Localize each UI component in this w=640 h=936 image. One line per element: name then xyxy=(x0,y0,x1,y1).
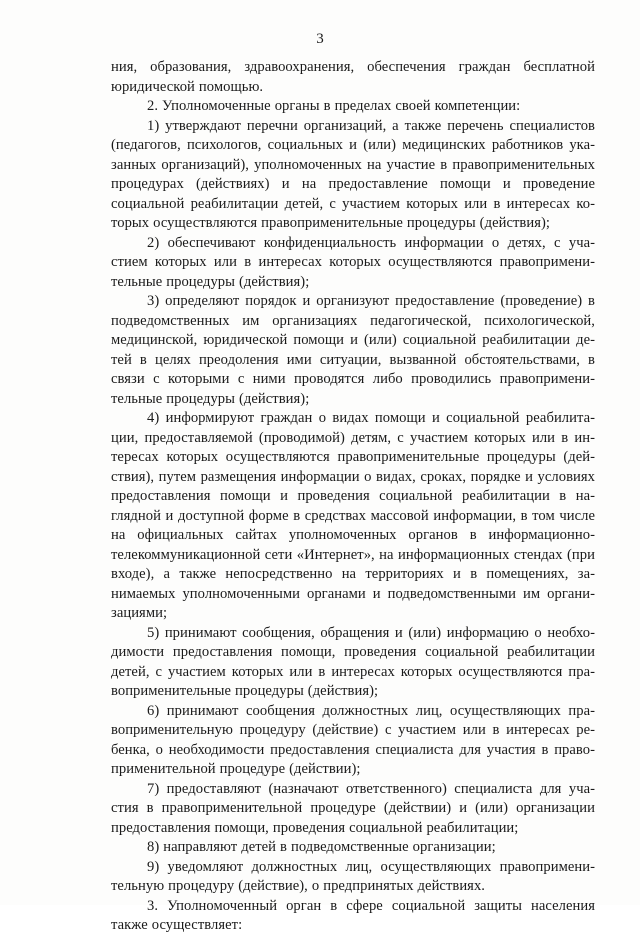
paragraph-item-4: 4) информируют граждан о видах помощи и социальной реабилитации, предоставляемой (проводимой) детям, с участием которых или в интересах которых осуществляются правоприменительные процедуры (действия), путем размещения информации о видах, сроках, порядке и условиях предоставления помощи и проведения социальной реабилитации в наглядной и доступной форме в средствах массовой информации, в том числе на официальных сайтах уполномоченных органов в информационно-телекоммуникационной сети «Интернет», на информационных стендах (при входе), а также непосредственно на территориях и в помещениях, занимаемых уполномоченными органами и подведомственными им организациями; xyxy=(111,410,595,621)
paragraph-item-5: 5) принимают сообщения, обращения и (или) информацию о необходимости предоставления помощи, проведения социальной реабилитации детей, с участием которых или в интересах которых осуществляются правоприменительные процедуры (действия); xyxy=(111,624,595,699)
paragraph-item-6: 6) принимают сообщения должностных лиц, осуществляющих правоприменительную процедуру (действие) с участием или в интересах ребенка, о необходимости предоставления специалиста для участия в правоприменительной процедуре (действии); xyxy=(111,702,595,777)
paragraph-section-2: 2. Уполномоченные органы в пределах своей компетенции: xyxy=(147,98,521,114)
paragraph-item-3: 3) определяют порядок и организуют предоставление (проведение) в подведомственных им организациях педагогической, психологической, медицинской, юридической помощи и (или) социальной реабилитации детей в целях преодоления ими ситуации, вызванной обстоятельствами, в связи с которыми с ними проводятся либо проводились правоприменительные процедуры (действия); xyxy=(111,293,595,407)
paragraph-item-9: 9) уведомляют должностных лиц, осуществляющих правоприменительную процедуру (действие), о предпринятых действиях. xyxy=(111,858,595,894)
paragraph-section-3: 3. Уполномоченный орган в сфере социальной защиты населения также осуществляет: xyxy=(111,897,595,933)
paragraph-item-1: 1) утверждают перечни организаций, а также перечень специалистов (педагогов, психологов, социальных и (или) медицинских работников указанных организаций), уполномоченных на участие в правоприменительных процедурах (действиях) и на предоставление помощи и проведение социальной реабилитации детей, с участием которых или в интересах которых осуществляются правоприменительные процедуры (действия); xyxy=(111,117,595,231)
paragraph-item-7: 7) предоставляют (назначают ответственного) специалиста для участия в правоприменительной процедуре (действии) и (или) организации предоставления помощи, проведения социальной реабилитации; xyxy=(111,780,595,836)
paragraph-item-8: 8) направляют детей в подведомственные организации; xyxy=(147,839,496,855)
document-body xyxy=(111,58,595,936)
paragraph-continuation: ния, образования, здравоохранения, обеспечения граждан бесплатной юридической помощью. xyxy=(111,59,595,95)
paragraph-item-2: 2) обеспечивают конфиденциальность информации о детях, с участием которых или в интересах которых осуществляются правоприменительные процедуры (действия); xyxy=(111,234,595,290)
page-number: 3 xyxy=(316,31,324,47)
